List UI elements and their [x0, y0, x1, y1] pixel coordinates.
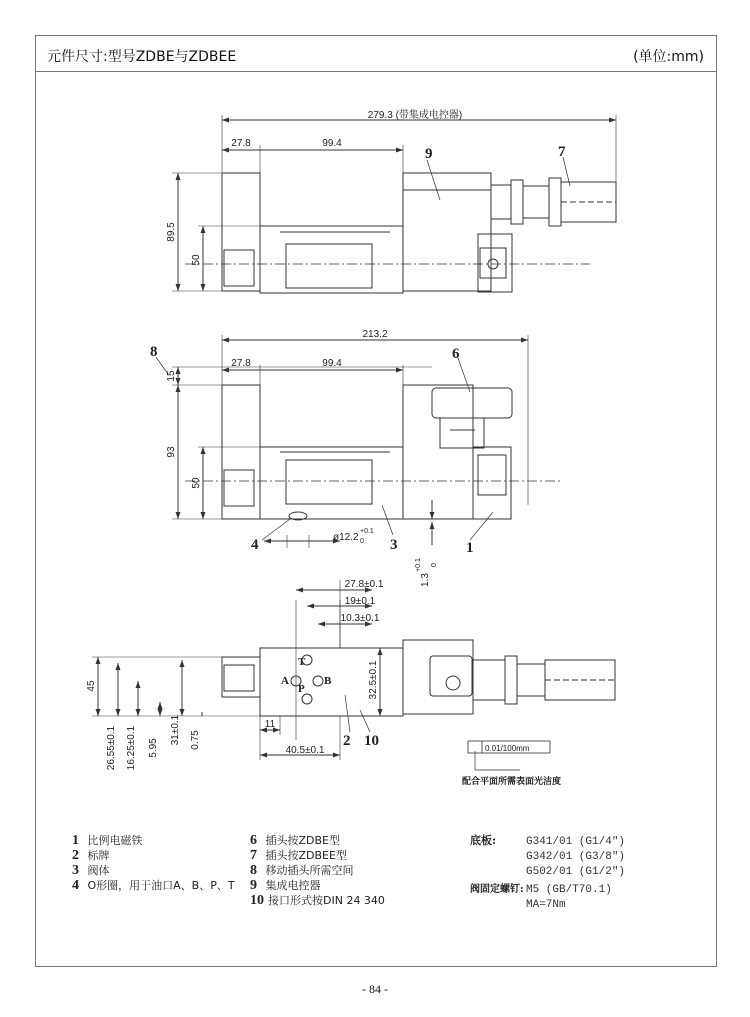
plate-label: 底板:: [470, 834, 497, 847]
dim-279: 279.3 (带集成电控器): [367, 110, 463, 121]
callout-7: 7: [558, 144, 566, 160]
legend-left: [72, 833, 235, 893]
port-a: A: [281, 675, 289, 687]
callout-6: 6: [452, 346, 460, 362]
dim-89-5: 89.5: [166, 222, 177, 242]
dim-50-top: 50: [191, 254, 202, 266]
top-solenoid-end: [224, 250, 254, 286]
dim-11: 11: [264, 719, 276, 730]
callout-9: 9: [425, 146, 433, 162]
legend-item: 9 集成电控器: [250, 878, 321, 893]
plate-2: G342/01 (G3/8"): [526, 851, 626, 863]
torque-spec: MA=7Nm: [526, 899, 566, 911]
legend-item: 1 比例电磁铁: [72, 833, 143, 848]
callout-4: 4: [251, 537, 259, 553]
legend-item: 7 插头按ZDBEE型: [250, 848, 347, 863]
dim-31: 31±0.1: [170, 714, 181, 746]
legend-item: 4 O形圈，用于油口A、B、P、T: [72, 878, 235, 893]
dim-bore-tol-upper: +0.1: [360, 528, 374, 535]
dim-10-3-tol: 10.3±0.1: [340, 613, 380, 624]
middle-view: [156, 335, 560, 548]
callout-8: 8: [150, 344, 158, 360]
dim-19-tol: 19±0.1: [344, 596, 376, 607]
dim-depth: 1.3: [420, 573, 431, 587]
page-number: - 84 -: [362, 982, 388, 996]
port-b: B: [324, 675, 332, 687]
dim-213-2: 213.2: [362, 329, 388, 340]
dim-32-5: 32.5±0.1: [368, 660, 379, 700]
dim-27-8-top: 27.8: [231, 138, 251, 149]
legend-item: 6 插头按ZDBE型: [250, 833, 341, 848]
dim-45: 45: [86, 680, 97, 692]
dim-26-55: 26.55±0.1: [106, 725, 117, 771]
dim-27-8-tol: 27.8±0.1: [344, 579, 384, 590]
dim-99-4-top: 99.4: [322, 138, 342, 149]
plate-3: G502/01 (G1/2"): [526, 866, 626, 878]
dim-depth-tol-upper: +0.1: [415, 558, 422, 572]
dim-16-25: 16.25±0.1: [126, 725, 137, 771]
plate-1: G341/01 (G1/4"): [526, 836, 626, 848]
unit-label: (单位:mm): [633, 49, 704, 65]
dim-5-95: 5.95: [148, 738, 159, 758]
callout-3: 3: [390, 537, 398, 553]
dim-99-4-mid: 99.4: [322, 358, 342, 369]
dim-15: 15: [166, 370, 177, 382]
legend-right: [470, 833, 700, 911]
dim-0-75: 0.75: [190, 730, 201, 750]
callout-1: 1: [466, 540, 474, 556]
dim-40-5: 40.5±0.1: [285, 745, 325, 756]
dim-50-mid: 50: [191, 477, 202, 489]
dim-93: 93: [166, 446, 177, 458]
page-title: 元件尺寸:型号ZDBE与ZDBEE: [47, 49, 237, 65]
screw-spec: M5 (GB/T70.1): [526, 884, 612, 896]
dim-bore-tol-lower: 0: [360, 538, 364, 545]
top-valve-window: [286, 244, 372, 288]
port-t: T: [298, 656, 306, 668]
dim-bore: ø12.2: [333, 532, 359, 543]
mid-valve-body: [260, 447, 403, 519]
dim-27-8-mid: 27.8: [231, 358, 251, 369]
screw-label: 阀固定螺钉:: [470, 884, 524, 895]
legend-mid: [250, 833, 385, 908]
mid-plug: [432, 388, 512, 418]
legend-item: 8 移动插头所需空间: [250, 863, 354, 878]
flatness-value: 0.01/100mm: [485, 744, 530, 753]
callout-10: 10: [364, 733, 379, 749]
top-valve-body: [260, 226, 403, 293]
port-p: P: [298, 683, 305, 695]
legend-item: 2 标牌: [72, 848, 110, 863]
legend-item: 3 阀体: [72, 863, 110, 878]
dim-depth-tol-lower: 0: [431, 563, 438, 567]
callout-2: 2: [343, 733, 351, 749]
mid-coil: [403, 385, 473, 519]
legend-item: 10 接口形式按DIN 24 340: [250, 893, 385, 908]
surface-note: 配合平面所需表面光洁度: [462, 777, 562, 787]
